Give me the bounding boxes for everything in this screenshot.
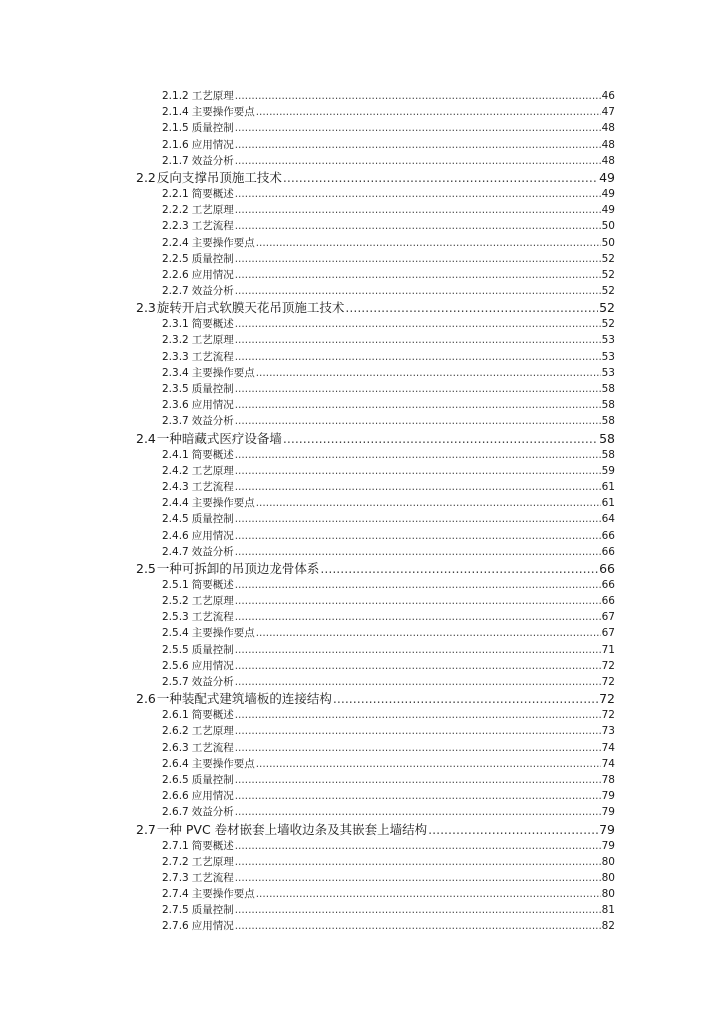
toc-subsection-entry[interactable] <box>136 120 615 136</box>
toc-entry-number: 2.7.3 <box>162 871 189 884</box>
toc-subsection-entry[interactable] <box>136 625 615 641</box>
toc-subsection-entry[interactable] <box>136 413 615 429</box>
toc-subsection-entry[interactable] <box>136 283 615 299</box>
toc-entry-title: 质量控制 <box>191 513 234 526</box>
toc-entry-title: 应用情况 <box>191 659 234 672</box>
toc-entry-title: 工艺原理 <box>191 204 234 217</box>
toc-page-number: 50 <box>601 236 615 249</box>
toc-page-number: 72 <box>601 659 615 672</box>
toc-dot-leader <box>428 821 598 838</box>
toc-dot-leader <box>235 283 601 299</box>
toc-dot-leader <box>235 316 601 332</box>
toc-dot-leader <box>235 838 601 854</box>
toc-entry-title: 工艺流程 <box>191 480 234 493</box>
toc-dot-leader <box>235 88 601 104</box>
toc-dot-leader <box>235 918 601 934</box>
toc-page-number: 52 <box>601 318 615 331</box>
toc-dot-leader <box>235 120 601 136</box>
toc-page-number: 81 <box>601 904 615 917</box>
toc-subsection-entry[interactable] <box>136 642 615 658</box>
toc-subsection-entry[interactable] <box>136 886 615 902</box>
toc-entry-title: 工艺流程 <box>191 871 234 884</box>
toc-dot-leader <box>256 625 601 641</box>
toc-subsection-entry[interactable] <box>136 365 615 381</box>
toc-dot-leader <box>235 397 601 413</box>
toc-entry-number: 2.7 <box>136 821 156 837</box>
toc-entry-number: 2.6.2 <box>162 725 189 738</box>
toc-dot-leader <box>256 756 601 772</box>
toc-entry-title: 主要操作要点 <box>191 757 255 770</box>
toc-subsection-entry[interactable] <box>136 918 615 934</box>
toc-dot-leader <box>235 593 601 609</box>
toc-entry-number: 2.2 <box>136 169 156 185</box>
toc-subsection-entry[interactable] <box>136 479 615 495</box>
toc-entry-number: 2.4.3 <box>162 480 189 493</box>
toc-entry-number: 2.2.3 <box>162 220 189 233</box>
toc-dot-leader <box>235 674 601 690</box>
toc-page-number: 72 <box>601 709 615 722</box>
toc-page-number: 79 <box>601 806 615 819</box>
toc-section-entry[interactable] <box>136 821 615 838</box>
toc-entry-number: 2.6.3 <box>162 741 189 754</box>
toc-entry-title: 质量控制 <box>191 773 234 786</box>
toc-subsection-entry[interactable] <box>136 447 615 463</box>
toc-page-number: 50 <box>601 220 615 233</box>
toc-dot-leader <box>235 788 601 804</box>
toc-entry-title: 主要操作要点 <box>191 888 255 901</box>
toc-subsection-entry[interactable] <box>136 674 615 690</box>
toc-dot-leader <box>235 658 601 674</box>
toc-page-number: 58 <box>601 399 615 412</box>
toc-entry-title: 应用情况 <box>191 920 234 933</box>
toc-entry-number: 2.1.5 <box>162 122 189 135</box>
toc-entry-title: 旋转开启式软膜天花吊顶施工技术 <box>156 300 345 316</box>
toc-subsection-entry[interactable] <box>136 544 615 560</box>
toc-dot-leader <box>235 447 601 463</box>
toc-entry-number: 2.1.2 <box>162 90 189 102</box>
toc-entry-title: 简要概述 <box>191 318 234 331</box>
toc-page-number: 74 <box>601 741 615 754</box>
toc-subsection-entry[interactable] <box>136 316 615 332</box>
toc-entry-number: 2.3 <box>136 300 156 316</box>
toc-dot-leader <box>235 609 601 625</box>
toc-entry-number: 2.2.5 <box>162 252 189 265</box>
toc-entry-number: 2.2.1 <box>162 187 189 200</box>
toc-entry-title: 工艺原理 <box>191 725 234 738</box>
toc-dot-leader <box>256 235 601 251</box>
toc-subsection-entry[interactable] <box>136 528 615 544</box>
toc-page-number: 49 <box>601 204 615 217</box>
toc-page-number: 78 <box>601 773 615 786</box>
toc-section-entry[interactable] <box>136 430 615 447</box>
toc-page-number: 66 <box>601 545 615 558</box>
toc-entry-title: 效益分析 <box>191 545 234 558</box>
toc-entry-title: 一种暗藏式医疗设备墙 <box>156 430 282 446</box>
toc-dot-leader <box>235 544 601 560</box>
toc-page-number: 74 <box>601 757 615 770</box>
toc-subsection-entry[interactable] <box>136 88 615 104</box>
toc-dot-leader <box>235 528 601 544</box>
toc-section-entry[interactable] <box>136 299 615 316</box>
toc-entry-number: 2.2.7 <box>162 285 189 298</box>
toc-subsection-entry[interactable] <box>136 723 615 739</box>
toc-page-number: 71 <box>601 643 615 656</box>
toc-entry-number: 2.3.6 <box>162 399 189 412</box>
toc-dot-leader <box>235 870 601 886</box>
toc-entry-title: 工艺流程 <box>191 350 234 363</box>
toc-subsection-entry[interactable] <box>136 153 615 169</box>
toc-dot-leader <box>320 560 598 577</box>
toc-entry-number: 2.2.6 <box>162 268 189 281</box>
toc-subsection-entry[interactable] <box>136 332 615 348</box>
toc-entry-title: 质量控制 <box>191 643 234 656</box>
toc-entry-number: 2.7.5 <box>162 904 189 917</box>
toc-page-number: 67 <box>601 627 615 640</box>
toc-page-number: 72 <box>599 691 615 707</box>
toc-entry-number: 2.5.2 <box>162 595 189 608</box>
toc-entry-title: 简要概述 <box>191 839 234 852</box>
toc-entry-title: 质量控制 <box>191 904 234 917</box>
toc-page-number: 66 <box>601 595 615 608</box>
toc-entry-title: 效益分析 <box>191 285 234 298</box>
toc-entry-title: 质量控制 <box>191 252 234 265</box>
toc-subsection-entry[interactable] <box>136 397 615 413</box>
toc-entry-number: 2.5.6 <box>162 659 189 672</box>
toc-dot-leader <box>333 690 598 707</box>
toc-entry-title: 工艺流程 <box>191 220 234 233</box>
toc-subsection-entry[interactable] <box>136 463 615 479</box>
toc-entry-title: 一种可拆卸的吊顶边龙骨体系 <box>156 560 320 576</box>
toc-page-number: 58 <box>601 448 615 461</box>
toc-subsection-entry[interactable] <box>136 104 615 120</box>
toc-entry-title: 一种装配式建筑墙板的连接结构 <box>156 691 332 707</box>
toc-entry-number: 2.4.6 <box>162 529 189 542</box>
toc-subsection-entry[interactable] <box>136 870 615 886</box>
toc-page-number: 66 <box>599 560 615 576</box>
toc-dot-leader <box>345 299 598 316</box>
toc-page-number: 82 <box>601 920 615 933</box>
toc-page-number: 52 <box>601 285 615 298</box>
toc-entry-number: 2.3.4 <box>162 366 189 379</box>
toc-dot-leader <box>283 169 598 186</box>
toc-entry-number: 2.4.1 <box>162 448 189 461</box>
toc-dot-leader <box>235 511 601 527</box>
toc-entry-number: 2.1.4 <box>162 106 189 119</box>
toc-page-number: 61 <box>601 497 615 510</box>
toc-entry-title: 主要操作要点 <box>191 106 255 119</box>
toc-entry-number: 2.3.7 <box>162 415 189 428</box>
toc-entry-title: 主要操作要点 <box>191 236 255 249</box>
toc-entry-number: 2.7.4 <box>162 888 189 901</box>
toc-page-number: 64 <box>601 513 615 526</box>
toc-subsection-entry[interactable] <box>136 804 615 820</box>
toc-entry-title: 工艺原理 <box>191 90 234 102</box>
toc-subsection-entry[interactable] <box>136 772 615 788</box>
toc-entry-title: 应用情况 <box>191 790 234 803</box>
toc-dot-leader <box>235 902 601 918</box>
toc-entry-number: 2.5.3 <box>162 611 189 624</box>
toc-subsection-entry[interactable] <box>136 511 615 527</box>
toc-page-number: 72 <box>601 676 615 688</box>
toc-dot-leader <box>235 642 601 658</box>
toc-page-number: 59 <box>601 464 615 477</box>
toc-dot-leader <box>235 479 601 495</box>
toc-dot-leader <box>283 430 598 447</box>
toc-entry-number: 2.1.7 <box>162 154 189 167</box>
toc-section-entry[interactable] <box>136 690 615 707</box>
toc-entry-title: 一种 PVC 卷材嵌套上墙收边条及其嵌套上墙结构 <box>156 821 428 837</box>
toc-entry-number: 2.4 <box>136 430 156 446</box>
toc-entry-title: 应用情况 <box>191 399 234 412</box>
toc-dot-leader <box>235 772 601 788</box>
toc-entry-title: 效益分析 <box>191 676 234 688</box>
toc-entry-number: 2.3.1 <box>162 318 189 331</box>
toc-subsection-entry[interactable] <box>136 186 615 202</box>
toc-entry-number: 2.5.1 <box>162 578 189 591</box>
toc-dot-leader <box>235 577 601 593</box>
toc-page-number: 79 <box>599 821 615 837</box>
toc-entry-title: 质量控制 <box>191 122 234 135</box>
toc-page-number: 79 <box>601 839 615 852</box>
toc-entry-title: 主要操作要点 <box>191 497 255 510</box>
toc-section-entry[interactable] <box>136 169 615 186</box>
toc-page-number: 48 <box>601 154 615 167</box>
toc-subsection-entry[interactable] <box>136 577 615 593</box>
toc-dot-leader <box>235 349 601 365</box>
toc-dot-leader <box>235 251 601 267</box>
toc-entry-number: 2.3.5 <box>162 383 189 395</box>
toc-subsection-entry[interactable] <box>136 381 615 397</box>
toc-page-number: 53 <box>601 334 615 347</box>
toc-entry-title: 简要概述 <box>191 709 234 722</box>
toc-dot-leader <box>235 854 601 870</box>
toc-entry-number: 2.4.5 <box>162 513 189 526</box>
toc-subsection-entry[interactable] <box>136 218 615 234</box>
toc-page-number: 73 <box>601 725 615 738</box>
toc-page-number: 58 <box>601 415 615 428</box>
toc-page-number: 53 <box>601 366 615 379</box>
toc-entry-title: 应用情况 <box>191 268 234 281</box>
toc-subsection-entry[interactable] <box>136 137 615 153</box>
toc-entry-number: 2.6.5 <box>162 773 189 786</box>
toc-entry-number: 2.4.4 <box>162 497 189 510</box>
toc-entry-title: 效益分析 <box>191 806 234 819</box>
toc-entry-title: 工艺原理 <box>191 595 234 608</box>
toc-entry-title: 简要概述 <box>191 448 234 461</box>
toc-subsection-entry[interactable] <box>136 609 615 625</box>
toc-entry-number: 2.3.2 <box>162 334 189 347</box>
toc-dot-leader <box>235 202 601 218</box>
toc-dot-leader <box>235 186 601 202</box>
toc-page-number: 48 <box>601 122 615 135</box>
toc-entry-number: 2.5.5 <box>162 643 189 656</box>
toc-page-number: 53 <box>601 350 615 363</box>
toc-page-number: 66 <box>601 529 615 542</box>
toc-entry-number: 2.6 <box>136 691 156 707</box>
toc-dot-leader <box>256 104 601 120</box>
toc-dot-leader <box>235 740 601 756</box>
toc-dot-leader <box>256 365 601 381</box>
toc-dot-leader <box>235 413 601 429</box>
toc-entry-number: 2.2.2 <box>162 204 189 217</box>
toc-page-number: 47 <box>601 106 615 119</box>
toc-dot-leader <box>235 723 601 739</box>
toc-entry-number: 2.6.7 <box>162 806 189 819</box>
toc-page-number: 80 <box>601 888 615 901</box>
toc-page-number: 46 <box>601 90 615 102</box>
toc-subsection-entry[interactable] <box>136 838 615 854</box>
toc-subsection-entry[interactable] <box>136 251 615 267</box>
toc-entry-number: 2.5.7 <box>162 676 189 688</box>
toc-subsection-entry[interactable] <box>136 788 615 804</box>
toc-page-number: 52 <box>599 300 615 316</box>
toc-subsection-entry[interactable] <box>136 707 615 723</box>
toc-entry-title: 工艺原理 <box>191 855 234 868</box>
toc-subsection-entry[interactable] <box>136 658 615 674</box>
toc-entry-title: 应用情况 <box>191 138 234 151</box>
toc-entry-number: 2.4.2 <box>162 464 189 477</box>
toc-subsection-entry[interactable] <box>136 235 615 251</box>
toc-dot-leader <box>235 463 601 479</box>
toc-entry-title: 应用情况 <box>191 529 234 542</box>
toc-page-number: 52 <box>601 252 615 265</box>
toc-entry-number: 2.6.1 <box>162 709 189 722</box>
toc-page-number: 58 <box>601 383 615 395</box>
toc-entry-number: 2.2.4 <box>162 236 189 249</box>
toc-subsection-entry[interactable] <box>136 854 615 870</box>
toc-subsection-entry[interactable] <box>136 267 615 283</box>
toc-entry-title: 简要概述 <box>191 187 234 200</box>
toc-entry-title: 效益分析 <box>191 154 234 167</box>
toc-dot-leader <box>235 218 601 234</box>
toc-entry-number: 2.4.7 <box>162 545 189 558</box>
toc-page-number: 80 <box>601 855 615 868</box>
toc-entry-number: 2.6.6 <box>162 790 189 803</box>
toc-subsection-entry[interactable] <box>136 495 615 511</box>
toc-dot-leader <box>256 886 601 902</box>
toc-subsection-entry[interactable] <box>136 593 615 609</box>
toc-subsection-entry[interactable] <box>136 740 615 756</box>
toc-section-entry[interactable] <box>136 560 615 577</box>
toc-entry-title: 主要操作要点 <box>191 366 255 379</box>
toc-subsection-entry[interactable] <box>136 756 615 772</box>
table-of-contents <box>136 88 615 935</box>
toc-entry-number: 2.7.1 <box>162 839 189 852</box>
toc-entry-number: 2.5 <box>136 560 156 576</box>
toc-page-number: 66 <box>601 578 615 591</box>
toc-dot-leader <box>235 707 601 723</box>
toc-entry-number: 2.1.6 <box>162 138 189 151</box>
toc-dot-leader <box>235 137 601 153</box>
toc-entry-title: 工艺流程 <box>191 741 234 754</box>
toc-dot-leader <box>235 332 601 348</box>
toc-entry-title: 效益分析 <box>191 415 234 428</box>
toc-page-number: 49 <box>601 187 615 200</box>
toc-page-number: 48 <box>601 138 615 151</box>
toc-entry-title: 质量控制 <box>191 383 234 395</box>
toc-entry-title: 工艺原理 <box>191 464 234 477</box>
toc-subsection-entry[interactable] <box>136 202 615 218</box>
toc-subsection-entry[interactable] <box>136 902 615 918</box>
toc-page-number: 49 <box>599 169 615 185</box>
toc-dot-leader <box>235 804 601 820</box>
toc-page-number: 67 <box>601 611 615 624</box>
toc-page-number: 52 <box>601 268 615 281</box>
toc-entry-number: 2.3.3 <box>162 350 189 363</box>
toc-page-number: 80 <box>601 871 615 884</box>
toc-entry-title: 工艺原理 <box>191 334 234 347</box>
toc-entry-number: 2.7.2 <box>162 855 189 868</box>
toc-page-number: 61 <box>601 480 615 493</box>
toc-entry-title: 主要操作要点 <box>191 627 255 640</box>
toc-entry-number: 2.7.6 <box>162 920 189 933</box>
toc-entry-number: 2.6.4 <box>162 757 189 770</box>
toc-entry-title: 简要概述 <box>191 578 234 591</box>
toc-dot-leader <box>235 381 601 397</box>
toc-entry-title: 反向支撑吊顶施工技术 <box>156 169 282 185</box>
toc-entry-number: 2.5.4 <box>162 627 189 640</box>
toc-dot-leader <box>256 495 601 511</box>
toc-subsection-entry[interactable] <box>136 349 615 365</box>
toc-entry-title: 工艺流程 <box>191 611 234 624</box>
toc-page-number: 58 <box>599 430 615 446</box>
toc-dot-leader <box>235 267 601 283</box>
toc-page-number: 79 <box>601 790 615 803</box>
toc-dot-leader <box>235 153 601 169</box>
